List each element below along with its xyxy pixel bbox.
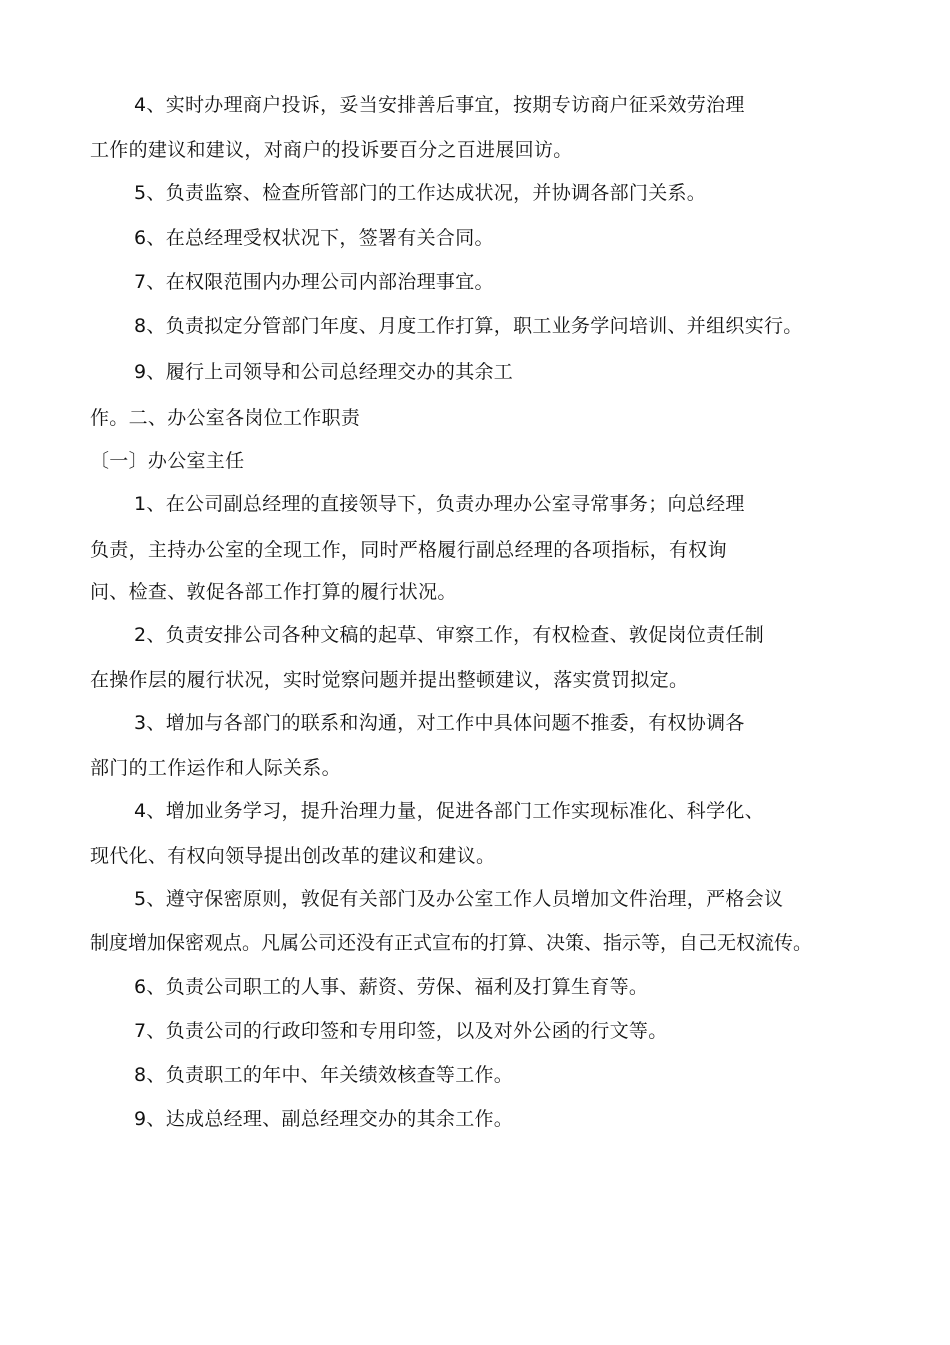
paragraph-line: 部门的工作运作和人际关系。 [90,757,341,779]
paragraph-line: 6、在总经理受权状况下，签署有关合同。 [134,227,494,249]
paragraph-line: 5、负责监察、检查所管部门的工作达成状况，并协调各部门关系。 [134,182,707,204]
paragraph-line: 负责，主持办公室的全现工作，同时严格履行副总经理的各项指标，有权询 [90,539,727,561]
paragraph-line: 1、在公司副总经理的直接领导下，负责办理办公室寻常事务；向总经理 [134,493,745,515]
paragraph-line: 8、负责拟定分管部门年度、月度工作打算，职工业务学问培训、并组织实行。 [134,315,803,337]
paragraph-line: 现代化、有权向领导提出创改革的建议和建议。 [90,845,496,867]
paragraph-line: 5、遵守保密原则，敦促有关部门及办公室工作人员增加文件治理，严格会议 [134,888,784,910]
paragraph-line: 工作的建议和建议，对商户的投诉要百分之百进展回访。 [90,139,573,161]
subsection-heading: 〔一〕办公室主任 [90,450,245,472]
paragraph-line: 制度增加保密观点。凡属公司还没有正式宣布的打算、决策、指示等，自己无权流传。 [90,932,813,954]
paragraph-line: 7、在权限范围内办理公司内部治理事宜。 [134,271,494,293]
paragraph-line: 3、增加与各部门的联系和沟通，对工作中具体问题不推委，有权协调各 [134,712,745,734]
paragraph-line: 问、检查、敦促各部工作打算的履行状况。 [90,581,457,603]
paragraph-line: 9、达成总经理、副总经理交办的其余工作。 [134,1108,514,1130]
paragraph-line: 2、负责安排公司各种文稿的起草、审察工作，有权检查、敦促岗位责任制 [134,624,764,646]
paragraph-line: 4、实时办理商户投诉，妥当安排善后事宜，按期专访商户征采效劳治理 [134,94,745,116]
section-heading: 作。二、办公室各岗位工作职责 [90,407,361,429]
paragraph-line: 9、履行上司领导和公司总经理交办的其余工 [134,361,514,383]
paragraph-line: 在操作层的履行状况，实时觉察问题并提出整顿建议，落实赏罚拟定。 [90,669,689,691]
paragraph-line: 4、增加业务学习，提升治理力量，促进各部门工作实现标准化、科学化、 [134,800,764,822]
paragraph-line: 7、负责公司的行政印签和专用印签，以及对外公函的行文等。 [134,1020,668,1042]
paragraph-line: 8、负责职工的年中、年关绩效核查等工作。 [134,1064,514,1086]
paragraph-line: 6、负责公司职工的人事、薪资、劳保、福利及打算生育等。 [134,976,649,998]
